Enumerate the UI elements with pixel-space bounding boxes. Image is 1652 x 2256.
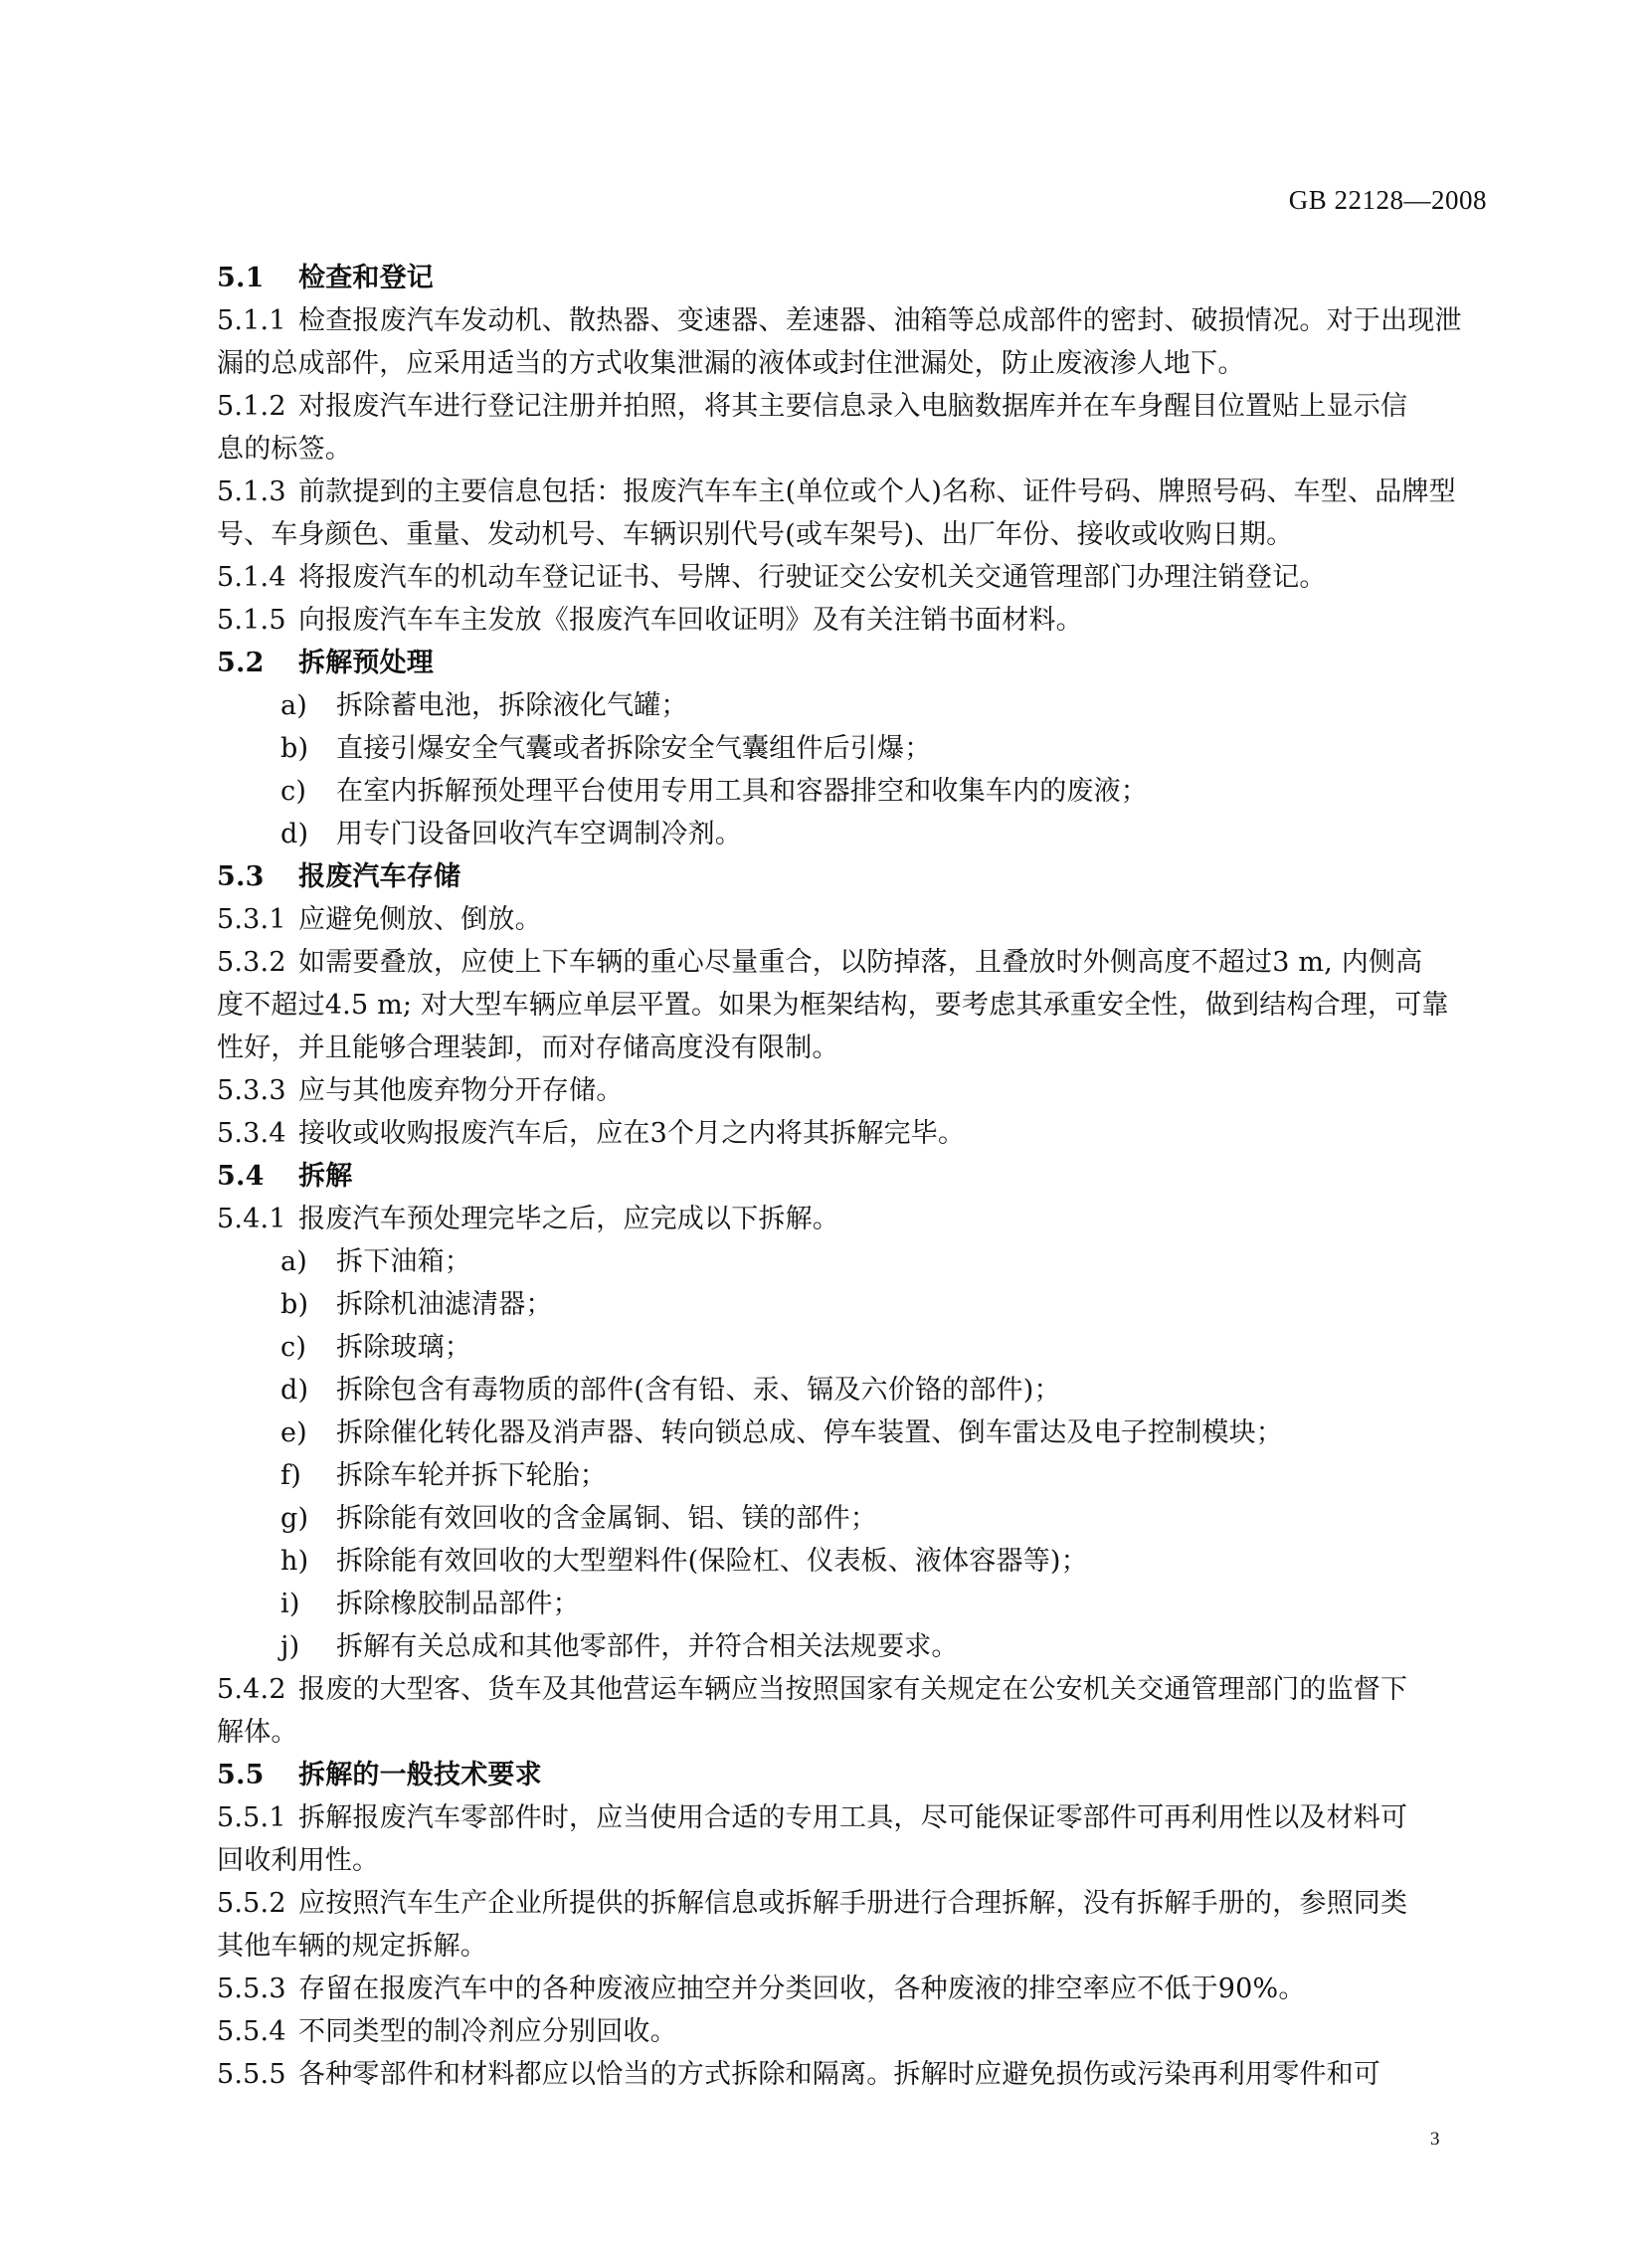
- list-item: [217, 1283, 1470, 1326]
- clause-first-line: [217, 1198, 1470, 1240]
- clause-number: 5.3.3: [217, 1075, 286, 1106]
- clause-number: 5.1.4: [217, 562, 286, 593]
- section-number: 5.5: [217, 1760, 265, 1790]
- list-item-text: 拆除蓄电池，拆除液化气罐；: [336, 690, 688, 721]
- clause-first-line: [217, 1796, 1470, 1839]
- list-item-text: 拆除能有效回收的大型塑料件(保险杠、仪表板、液体容器等)；: [336, 1546, 1088, 1577]
- clause-paragraph: [217, 470, 1470, 556]
- clause-paragraph: [217, 1882, 1470, 1968]
- clause-first-line: [217, 599, 1470, 642]
- list-item: [217, 1583, 1470, 1625]
- list-item-marker: j): [280, 1631, 300, 1662]
- clause-text: 报废的大型客、货车及其他营运车辆应当按照国家有关规定在公安机关交通管理部门的监督下: [298, 1674, 1408, 1705]
- list-item-marker: i): [280, 1589, 300, 1619]
- clause-paragraph: [217, 1968, 1470, 2010]
- list-item-text: 拆除包含有毒物质的部件(含有铅、汞、镉及六价铬的部件)；: [336, 1375, 1061, 1406]
- clause-text: 前款提到的主要信息包括：报废汽车车主(单位或个人)名称、证件号码、牌照号码、车型、品牌型: [298, 476, 1456, 507]
- clause-text: 接收或收购报废汽车后，应在3个月之内将其拆解完毕。: [298, 1118, 966, 1149]
- clause-text: 如需要叠放，应使上下车辆的重心尽量重合，以防掉落，且叠放时外侧高度不超过3 m, 内侧高: [298, 947, 1423, 978]
- clause-paragraph: [217, 1796, 1470, 1882]
- list-item-text: 拆除催化转化器及消声器、转向锁总成、停车装置、倒车雷达及电子控制模块；: [336, 1417, 1283, 1448]
- clause-number: 5.1.5: [217, 605, 286, 636]
- clause-paragraph: [217, 1198, 1470, 1240]
- section-number: 5.3: [217, 861, 265, 892]
- list-item: [217, 1326, 1470, 1369]
- clause-text: 检查报废汽车发动机、散热器、变速器、差速器、油箱等总成部件的密封、破损情况。对于出现泄: [298, 305, 1462, 336]
- list-item-marker: a): [280, 690, 308, 721]
- clause-first-line: [217, 1882, 1470, 1925]
- clause-number: 5.1.2: [217, 391, 286, 422]
- clause-text: 不同类型的制冷剂应分别回收。: [298, 2016, 677, 2047]
- section-number: 5.4: [217, 1161, 265, 1192]
- clause-first-line: [217, 299, 1470, 342]
- list-item: [217, 1411, 1470, 1454]
- page-number: 3: [1430, 2129, 1440, 2150]
- clause-number: 5.3.2: [217, 947, 286, 978]
- clause-first-line: [217, 1668, 1470, 1711]
- list-item-text: 在室内拆解预处理平台使用专用工具和容器排空和收集车内的废液；: [336, 776, 1148, 807]
- list-item-marker: g): [280, 1503, 309, 1534]
- list-item-marker: e): [280, 1417, 307, 1448]
- document-body: [217, 257, 1470, 2096]
- clause-continuation-line: 解体。: [217, 1717, 298, 1748]
- clause-number: 5.5.1: [217, 1802, 286, 1833]
- clause-paragraph: [217, 1069, 1470, 1112]
- clause-continuation-line: 性好，并且能够合理装卸，而对存储高度没有限制。: [217, 1033, 839, 1063]
- section-title: 报废汽车存储: [298, 861, 461, 892]
- list-item-marker: h): [280, 1546, 309, 1577]
- section-heading: [217, 642, 1470, 684]
- clause-paragraph: [217, 2010, 1470, 2053]
- clause-first-line: [217, 556, 1470, 599]
- section-heading: [217, 1754, 1470, 1796]
- list-item-text: 用专门设备回收汽车空调制冷剂。: [336, 819, 742, 849]
- list-item-marker: f): [280, 1460, 301, 1491]
- clause-paragraph: [217, 1668, 1470, 1754]
- list-item-marker: d): [280, 1375, 309, 1406]
- section-heading: [217, 855, 1470, 898]
- clause-paragraph: [217, 941, 1470, 1069]
- list-item-text: 拆除橡胶制品部件；: [336, 1589, 580, 1619]
- section-number: 5.1: [217, 263, 265, 293]
- list-item: [217, 1454, 1470, 1497]
- list-item-marker: b): [280, 733, 309, 764]
- clause-text: 各种零部件和材料都应以恰当的方式拆除和隔离。拆解时应避免损伤或污染再利用零件和可: [298, 2059, 1380, 2090]
- clause-paragraph: [217, 898, 1470, 941]
- section-title: 拆解预处理: [298, 648, 434, 678]
- clause-continuation-line: 回收利用性。: [217, 1845, 380, 1876]
- clause-paragraph: [217, 385, 1470, 470]
- clause-number: 5.5.3: [217, 1974, 286, 2004]
- section-title: 检查和登记: [298, 263, 434, 293]
- list-item-marker: c): [280, 776, 307, 807]
- clause-first-line: [217, 470, 1470, 513]
- clause-text: 向报废汽车车主发放《报废汽车回收证明》及有关注销书面材料。: [298, 605, 1083, 636]
- section-heading: [217, 257, 1470, 299]
- clause-text: 存留在报废汽车中的各种废液应抽空并分类回收，各种废液的排空率应不低于90%。: [298, 1974, 1306, 2004]
- list-item-text: 拆除机油滤清器；: [336, 1289, 553, 1320]
- section-title: 拆解的一般技术要求: [298, 1760, 542, 1790]
- list-item: [217, 770, 1470, 813]
- standard-id-header: GB 22128—2008: [1288, 185, 1487, 215]
- list-item: [217, 1240, 1470, 1283]
- list-item-marker: d): [280, 819, 309, 849]
- list-item: [217, 1497, 1470, 1540]
- clause-text: 将报废汽车的机动车登记证书、号牌、行驶证交公安机关交通管理部门办理注销登记。: [298, 562, 1327, 593]
- list-item-text: 拆除能有效回收的含金属铜、铝、镁的部件；: [336, 1503, 877, 1534]
- clause-number: 5.1.1: [217, 305, 286, 336]
- list-item-text: 拆解有关总成和其他零部件，并符合相关法规要求。: [336, 1631, 959, 1662]
- list-item: [217, 727, 1470, 770]
- clause-number: 5.5.5: [217, 2059, 286, 2090]
- clause-paragraph: [217, 2053, 1470, 2096]
- clause-first-line: [217, 2053, 1470, 2096]
- clause-continuation-line: 其他车辆的规定拆解。: [217, 1931, 487, 1962]
- clause-first-line: [217, 898, 1470, 941]
- list-item-marker: c): [280, 1332, 307, 1363]
- clause-continuation-line: 号、车身颜色、重量、发动机号、车辆识别代号(或车架号)、出厂年份、接收或收购日期。: [217, 519, 1294, 550]
- section-number: 5.2: [217, 648, 265, 678]
- clause-paragraph: [217, 1112, 1470, 1155]
- list-item-text: 拆除玻璃；: [336, 1332, 471, 1363]
- clause-text: 拆解报废汽车零部件时，应当使用合适的专用工具，尽可能保证零部件可再利用性以及材料可: [298, 1802, 1408, 1833]
- clause-continuation-line: 度不超过4.5 m; 对大型车辆应单层平置。如果为框架结构，要考虑其承重安全性，做到结构合理，可靠: [217, 990, 1449, 1021]
- section-heading: [217, 1155, 1470, 1198]
- clause-number: 5.5.2: [217, 1888, 286, 1919]
- list-item-marker: b): [280, 1289, 309, 1320]
- list-item: [217, 1625, 1470, 1668]
- clause-number: 5.4.2: [217, 1674, 286, 1705]
- list-item-text: 拆除车轮并拆下轮胎；: [336, 1460, 607, 1491]
- clause-text: 应与其他废弃物分开存储。: [298, 1075, 624, 1106]
- clause-number: 5.3.1: [217, 904, 286, 935]
- clause-continuation-line: 漏的总成部件，应采用适当的方式收集泄漏的液体或封住泄漏处，防止废液渗人地下。: [217, 348, 1245, 379]
- clause-first-line: [217, 2010, 1470, 2053]
- clause-text: 应按照汽车生产企业所提供的拆解信息或拆解手册进行合理拆解，没有拆解手册的，参照同类: [298, 1888, 1408, 1919]
- section-title: 拆解: [298, 1161, 353, 1192]
- clause-first-line: [217, 1112, 1470, 1155]
- list-item-text: 拆下油箱；: [336, 1246, 471, 1277]
- clause-paragraph: [217, 599, 1470, 642]
- list-item: [217, 684, 1470, 727]
- clause-text: 对报废汽车进行登记注册并拍照，将其主要信息录入电脑数据库并在车身醒目位置贴上显示信: [298, 391, 1408, 422]
- clause-number: 5.5.4: [217, 2016, 286, 2047]
- list-item: [217, 813, 1470, 855]
- list-item-marker: a): [280, 1246, 308, 1277]
- clause-text: 应避免侧放、倒放。: [298, 904, 542, 935]
- list-item-text: 直接引爆安全气囊或者拆除安全气囊组件后引爆；: [336, 733, 932, 764]
- clause-first-line: [217, 941, 1470, 984]
- clause-continuation-line: 息的标签。: [217, 434, 352, 465]
- clause-number: 5.1.3: [217, 476, 286, 507]
- clause-text: 报废汽车预处理完毕之后，应完成以下拆解。: [298, 1204, 839, 1234]
- list-item: [217, 1540, 1470, 1583]
- clause-first-line: [217, 1968, 1470, 2010]
- clause-first-line: [217, 1069, 1470, 1112]
- clause-paragraph: [217, 556, 1470, 599]
- clause-number: 5.3.4: [217, 1118, 286, 1149]
- clause-paragraph: [217, 299, 1470, 385]
- list-item: [217, 1369, 1470, 1411]
- clause-number: 5.4.1: [217, 1204, 286, 1234]
- clause-first-line: [217, 385, 1470, 428]
